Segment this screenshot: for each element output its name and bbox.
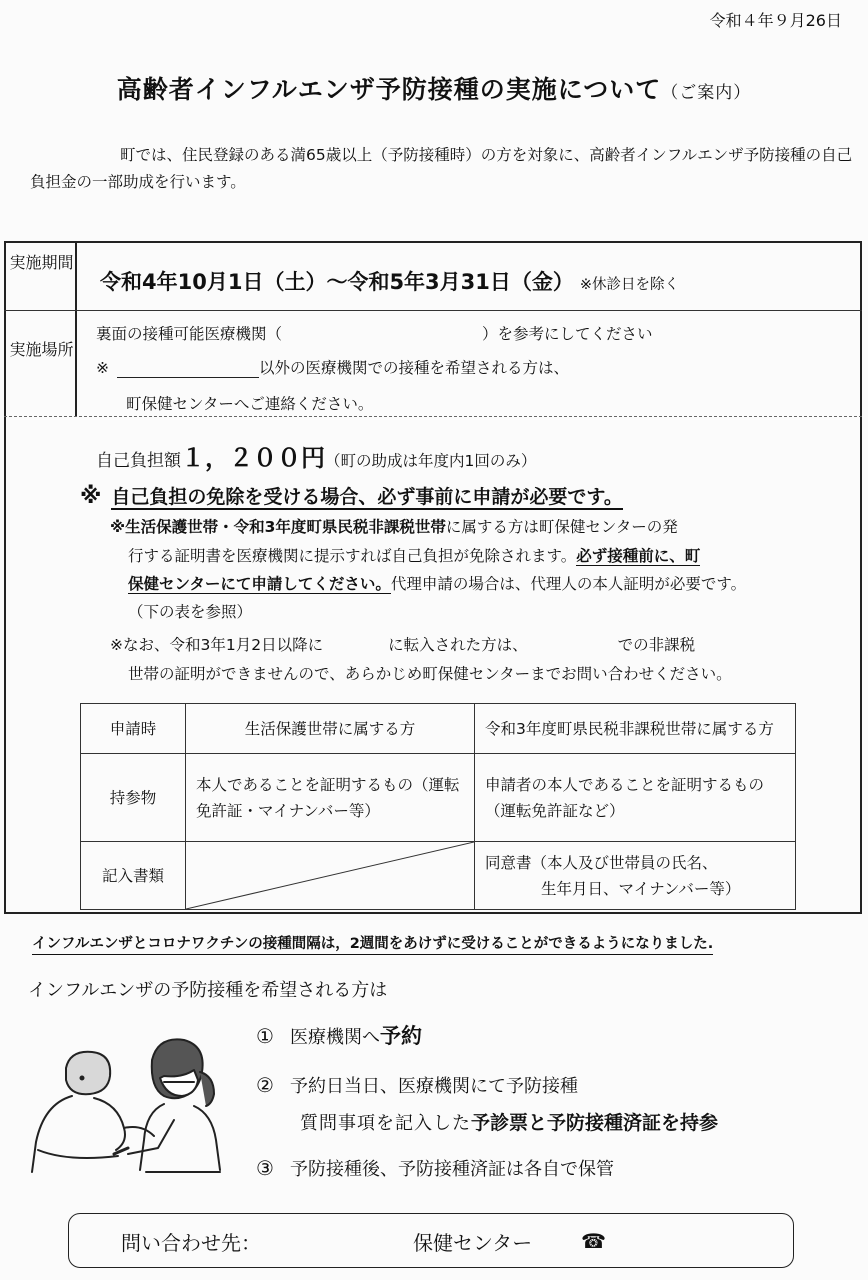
step-2: ② 予約日当日、医療機関にて予防接種 [256,1073,578,1097]
table-row [81,704,796,754]
exempt-line-4: （下の表を参照） [128,603,253,621]
exemption-warning: ※ 自己負担の免除を受ける場合、必ず事前に申請が必要です。 [80,484,623,509]
header-apply: 申請時 [81,704,186,754]
application-table [80,703,796,910]
cell-welfare-docs-empty [186,842,475,910]
phone-icon: ☎ [581,1229,606,1253]
header-bring: 持参物 [81,754,186,842]
step-1: ① 医療機関へ予約 [256,1024,422,1048]
exempt-line-2: 行する証明書を医療機関に提示すれば自己負担が免除されます。必ず接種前に、町 [128,547,701,565]
note-line-2: 世帯の証明ができませんので、あらかじめ町保健センターまでお問い合わせください。 [128,665,732,683]
row-divider-1 [4,310,862,311]
exempt-line-1: ※生活保護世帯・令和3年度町県民税非課税世帯に属する方は町保健センターの発 [110,518,678,536]
intro-paragraph [30,142,860,196]
vaccine-interval-note: インフルエンザとコロナワクチンの接種間隔は，2週間をあけずに受けることができるようになりました. [32,934,713,955]
cell-nontax-bring: 申請者の本人であることを証明するもの（運転免許証など） [475,754,796,842]
note-line-1: ※なお、令和3年1月2日以降に に転入された方は、 での非課税 [110,636,696,654]
table-row [81,754,796,842]
place-label: 実施場所 [9,340,74,359]
contact-value: 保健センター [413,1231,533,1255]
nurse-vaccinating-patient-illustration [24,1030,236,1175]
title-sub: （ご案内） [661,83,752,103]
procedure-heading: インフルエンザの予防接種を希望される方は [28,980,388,1001]
cell-welfare-head: 生活保護世帯に属する方 [186,704,475,754]
header-docs: 記入書類 [81,842,186,910]
fee-line: 自己負担額１，２００円（町の助成は年度内1回のみ） [96,444,537,472]
cell-welfare-bring: 本人であることを証明するもの（運転免許証・マイナンバー等） [186,754,475,842]
title-main: 高齢者インフルエンザ予防接種の実施について [116,75,662,104]
contact-label: 問い合わせ先： [121,1231,261,1255]
page-title [0,70,868,106]
step-3: ③ 予防接種後、予防接種済証は各自で保管 [256,1156,614,1180]
issue-date: 令和４年９月26日 [709,11,842,30]
period-note: ※休診日を除く [579,277,680,293]
fee-amount: １，２００円 [181,444,325,472]
period-label: 実施期間 [9,253,74,272]
cell-nontax-head: 令和3年度町県民税非課税世帯に属する方 [475,704,796,754]
place-line-1: 裏面の接種可能医療機関（ ）を参考にしてください [96,325,653,343]
intro-text: 町では、住民登録のある満65歳以上（予防接種時）の方を対象に、高齢者インフルエンザ予防接種の自己負担金の一部助成を行います。 [30,146,853,191]
place-line-2: ※ 以外の医療機関での接種を希望される方は、 [96,359,570,377]
step-2-detail: 質問事項を記入した予診票と予防接種済証を持参 [300,1112,719,1134]
table-row [81,842,796,910]
cell-nontax-docs: 同意書（本人及び世帯員の氏名、 生年月日、マイナンバー等） [475,842,796,910]
exempt-line-3: 保健センターにて申請してください。代理申請の場合は、代理人の本人証明が必要です。 [128,575,747,593]
row-divider-2 [4,416,862,417]
contact-box [68,1213,794,1268]
period-value: 令和4年10月1日（土）～令和5年3月31日（金） ※休診日を除く [100,270,680,294]
place-line-3: 町保健センターへご連絡ください。 [126,395,374,413]
diagonal-strike [186,842,474,909]
